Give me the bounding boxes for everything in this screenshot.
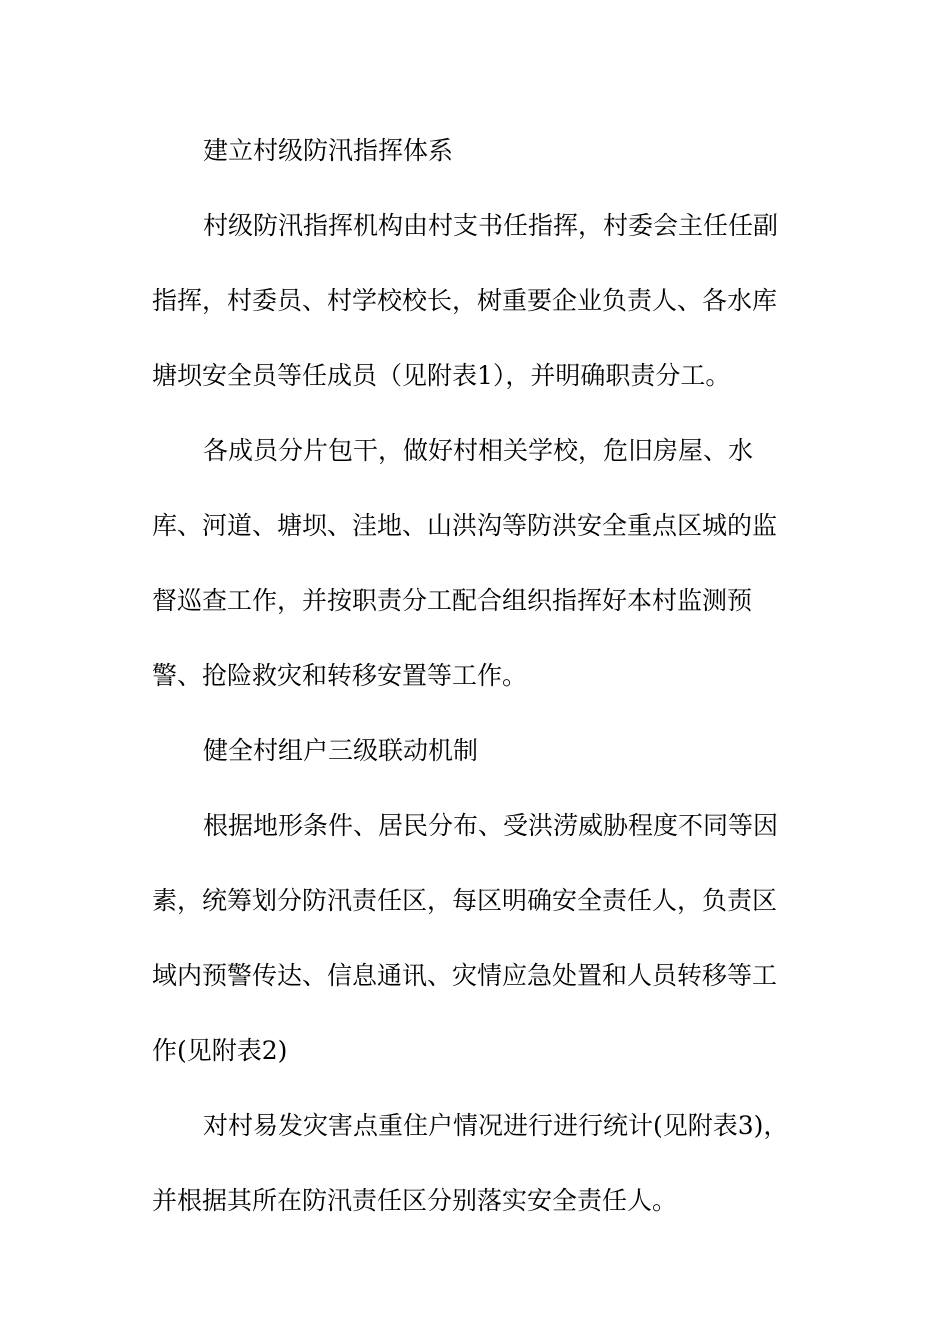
paragraph-line: 对村易发灾害点重住户情况进行进行统计(见附表3)，: [203, 1111, 789, 1140]
paragraph-line: 库、河道、塘坝、洼地、山洪沟等防洪安全重点区城的监: [152, 511, 778, 540]
paragraph-line: 指挥，村委员、村学校校长，树重要企业负责人、各水库: [152, 286, 778, 315]
section-heading-linkage-mechanism: 健全村组户三级联动机制: [203, 736, 479, 765]
paragraph-line: 塘坝安全员等任成员（见附表1），并明确职责分工。: [152, 361, 731, 390]
section-heading-command-system: 建立村级防汛指挥体系: [203, 136, 454, 165]
paragraph-line: 作(见附表2): [152, 1036, 288, 1065]
paragraph-line: 域内预警传达、信息通讯、灾情应急处置和人员转移等工: [152, 961, 778, 990]
paragraph-line: 根据地形条件、居民分布、受洪涝威胁程度不同等因: [203, 811, 779, 840]
paragraph-line: 督巡查工作，并按职责分工配合组织指挥好本村监测预: [152, 586, 753, 615]
paragraph-line: 村级防汛指挥机构由村支书任指挥，村委会主任任副: [203, 211, 779, 240]
paragraph-line: 并根据其所在防汛责任区分别落实安全责任人。: [152, 1186, 678, 1215]
paragraph-line: 各成员分片包干，做好村相关学校，危旧房屋、水: [203, 436, 754, 465]
paragraph-line: 素，统筹划分防汛责任区，每区明确安全责任人，负责区: [152, 886, 778, 915]
paragraph-line: 警、抢险救灾和转移安置等工作。: [152, 661, 528, 690]
